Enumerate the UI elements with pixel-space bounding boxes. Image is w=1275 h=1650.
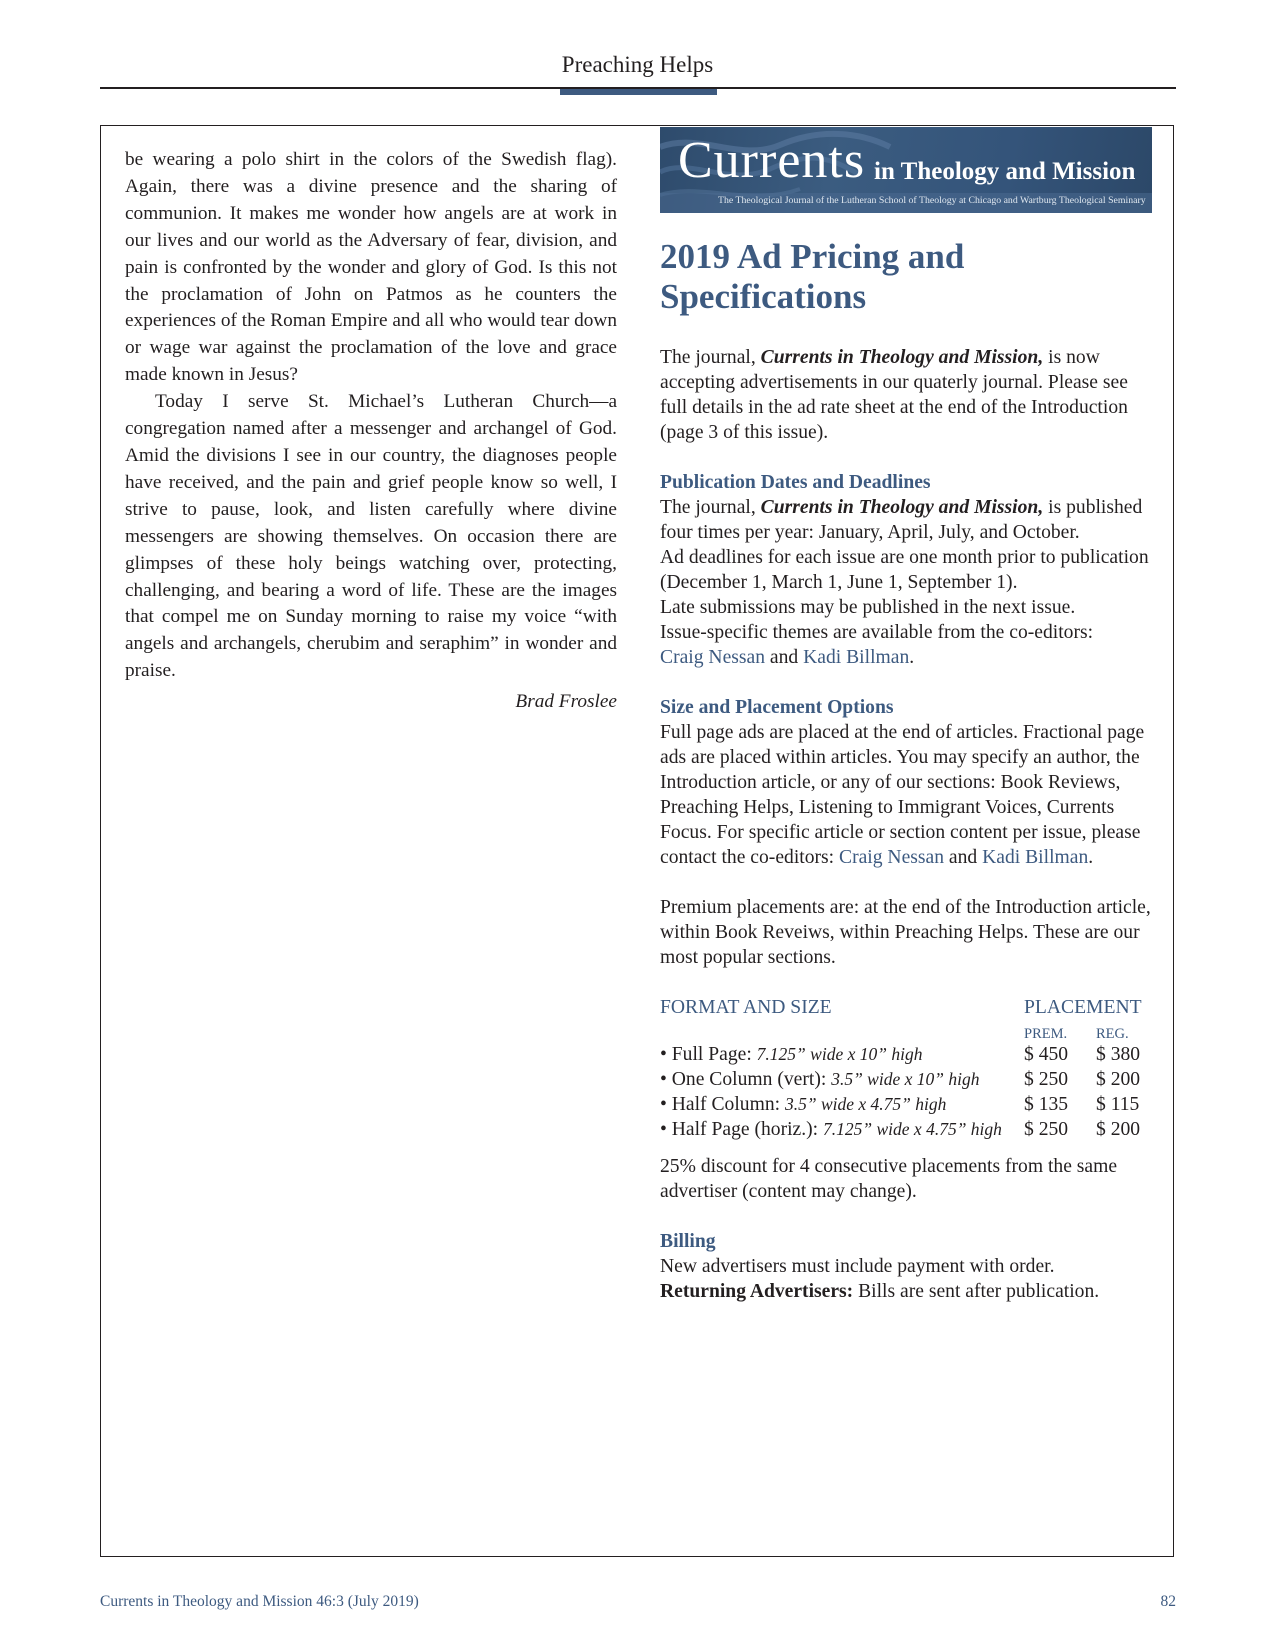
editor-link-kadi-billman[interactable]: Kadi Billman [803,647,910,668]
publication-heading: Publication Dates and Deadlines [660,472,931,493]
pricing-table-header [660,995,1152,1020]
publication-line-3: Late submissions may be published in the next issue. [660,597,1076,618]
journal-name: Currents in Theology and Mission, [760,347,1044,368]
size-paragraph: Full page ads are placed at the end of articles. Fractional page ads are placed within articles. You may specify an author, the Introduction article, or any of our sections: Book Reviews, Preaching Helps, Listening to Immigrant Voices, Currents Focus. For specific article or section content per issue, please contact the co-editors: Craig Nessan and Kadi Billman. [660,722,1145,868]
reg-header: REG. [1096,1026,1129,1042]
ad-column [660,125,1152,1304]
publication-line-1: The journal, Currents in Theology and Mission, is published four times per year: January, April, July, and October. [660,497,1143,543]
billing-heading: Billing [660,1231,716,1252]
size-heading: Size and Placement Options [660,697,894,718]
body-paragraph-2: Today I serve St. Michael’s Lutheran Church—a congregation named after a messenger and archangel of God. Amid the divisions I see in our country, the diagnoses people have received, and the pain and grief people know so well, I strive to pause, look, and listen carefully where divine messengers are showing themselves. On occasion there are glimpses of these holy beings watching over, protecting, challenging, and bearing a word of life. These are the images that compel me on Sunday morning to raise my voice “with angels and archangels, cherubim and seraphim” in wonder and praise. [125,391,617,682]
discount-paragraph: 25% discount for 4 consecutive placements from the same advertiser (content may change). [660,1156,1118,1202]
pricing-subheader [660,1020,1152,1042]
banner-title: Currents [678,132,866,189]
banner-tagline: The Theological Journal of the Lutheran School of Theology at Chicago and Wartburg Theological Seminary [718,195,1146,206]
journal-banner [660,127,1152,213]
publication-editors: Craig Nessan and Kadi Billman. [660,647,915,668]
publication-line-4: Issue-specific themes are available from the co-editors: [660,622,1094,643]
pricing-row: • One Column (vert): 3.5” wide x 10” high $ 250 $ 200 [660,1069,1141,1090]
left-column [125,147,617,716]
author-signature: Brad Froslee [515,691,617,713]
page-number: 82 [1160,1593,1176,1610]
editor-link-craig-nessan[interactable]: Craig Nessan [839,847,945,868]
footer-journal: Currents in Theology and Mission 46:3 (July 2019) [100,1593,419,1610]
journal-name: Currents in Theology and Mission, [760,497,1044,518]
format-header: FORMAT AND SIZE [660,997,832,1018]
intro-paragraph: The journal, Currents in Theology and Mission, is now accepting advertisements in our quaterly journal. Please see full details in the ad rate sheet at the end of the Introduction (page 3 of this issue). [660,347,1128,443]
banner-subtitle: in Theology and Mission [874,158,1136,185]
billing-line-1: New advertisers must include payment with order. [660,1256,1055,1277]
premium-paragraph: Premium placements are: at the end of the Introduction article, within Book Reveiws, within Preaching Helps. These are our most popular sections. [660,897,1151,968]
publication-line-2: Ad deadlines for each issue are one month prior to publication (December 1, March 1, June 1, September 1). [660,547,1149,593]
pricing-row: • Half Page (horiz.): 7.125” wide x 4.75” high $ 250 $ 200 [660,1119,1141,1140]
header-tab-accent [560,89,717,95]
running-head: Preaching Helps [561,52,714,77]
editor-link-kadi-billman[interactable]: Kadi Billman [982,847,1089,868]
editor-link-craig-nessan[interactable]: Craig Nessan [660,647,766,668]
pricing-row: • Full Page: 7.125” wide x 10” high $ 450 $ 380 [660,1044,1141,1065]
placement-header: PLACEMENT [1024,997,1142,1018]
ad-title: 2019 Ad Pricing and Specifications [660,237,965,316]
billing-line-2: Returning Advertisers: Bills are sent after publication. [660,1281,1100,1302]
pricing-row: • Half Column: 3.5” wide x 4.75” high $ 135 $ 115 [660,1094,1140,1115]
prem-header: PREM. [1024,1026,1068,1042]
body-paragraph-1: be wearing a polo shirt in the colors of the Swedish flag). Again, there was a divine presence and the sharing of communion. It makes me wonder how angels are at work in our lives and our world as the Adversary of fear, division, and pain is confronted by the wonder and glory of God. Is this not the proclamation of John on Patmos as he counters the experiences of the Roman Empire and all who would tear down or wage war against the proclamation of the love and grace made known in Jesus? [125,149,617,386]
